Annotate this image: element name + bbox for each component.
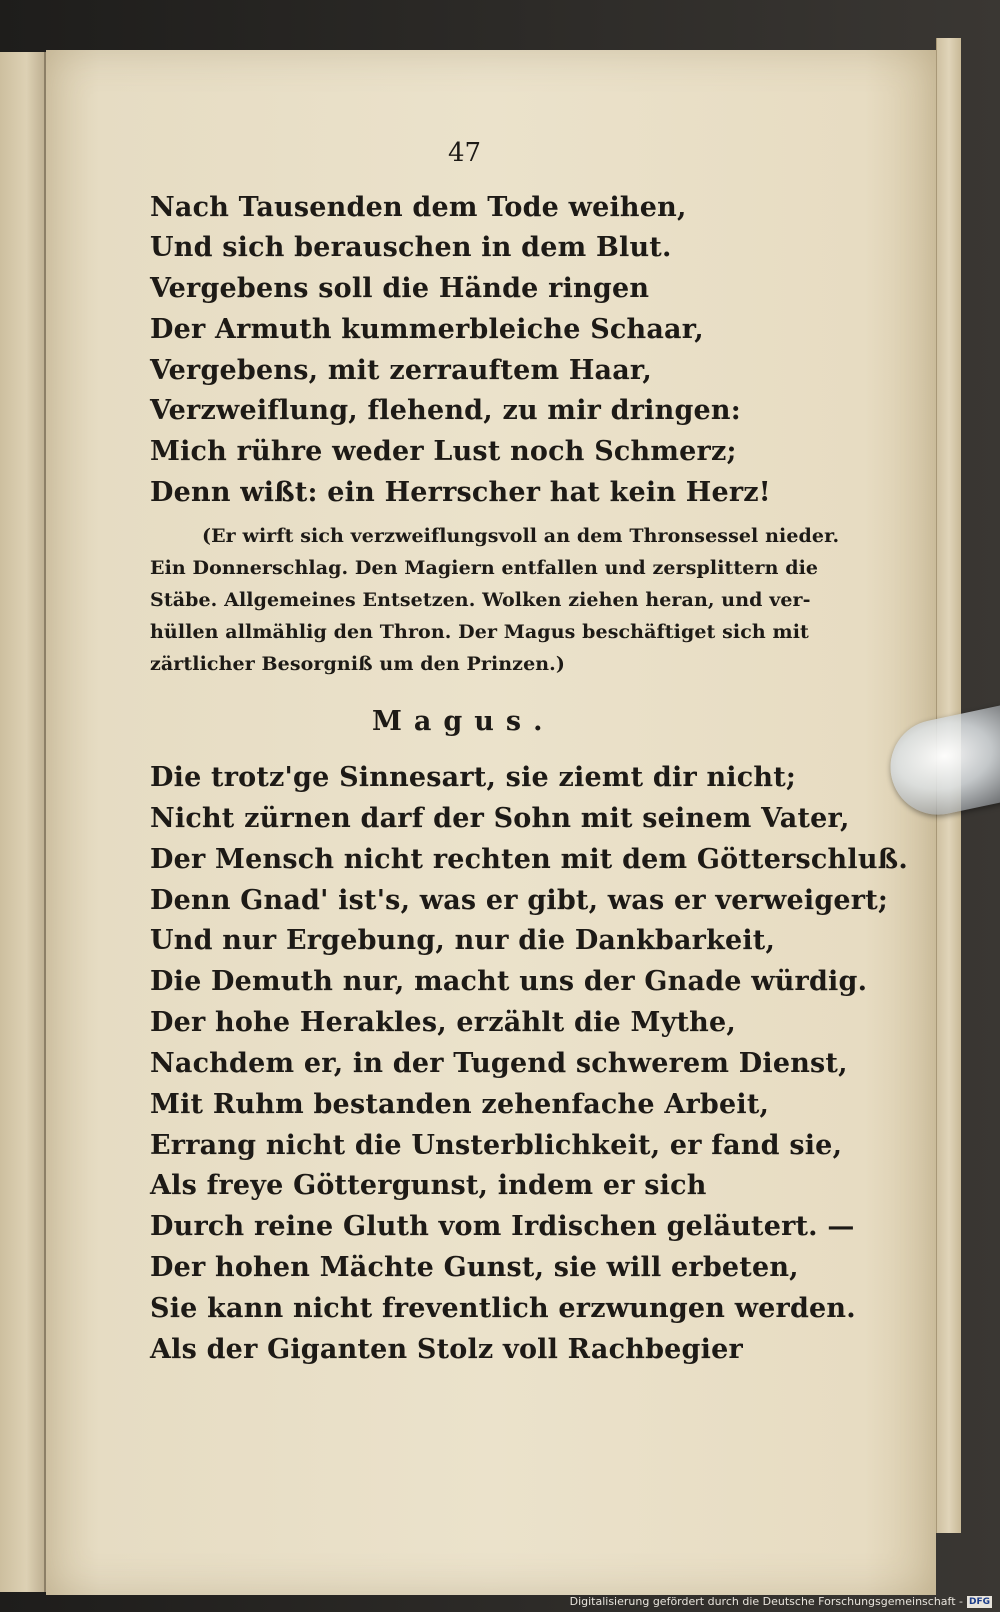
verse-line: Der Mensch nicht rechten mit dem Götterschluß. (150, 844, 908, 875)
verse-line: Der Armuth kummerbleiche Schaar, (150, 314, 704, 345)
footer-text: Digitalisierung gefördert durch die Deutsche Forschungsgemeinschaft - (569, 1595, 963, 1608)
verse-line: Und sich berauschen in dem Blut. (150, 232, 672, 263)
verse-line: Die Demuth nur, macht uns der Gnade würdig. (150, 966, 868, 997)
left-page-edge (0, 52, 46, 1592)
verse-line: Verzweiflung, flehend, zu mir dringen: (150, 395, 741, 426)
page-number: 47 (448, 138, 482, 168)
verse-line: Errang nicht die Unsterblichkeit, er fand sie, (150, 1130, 843, 1161)
verse-line: Nicht zürnen darf der Sohn mit seinem Vater, (150, 803, 850, 834)
verse-line: Nachdem er, in der Tugend schwerem Dienst, (150, 1048, 848, 1079)
verse-line: Denn Gnad' ist's, was er gibt, was er verweigert; (150, 885, 889, 916)
dfg-logo-icon: DFG (968, 1596, 990, 1607)
verse-line: Durch reine Gluth vom Irdischen geläutert. — (150, 1211, 855, 1242)
stage-line: Ein Donnerschlag. Den Magiern entfallen und zersplittern die (150, 557, 819, 579)
verse-line: Als freye Göttergunst, indem er sich (150, 1170, 707, 1201)
stage-line: zärtlicher Besorgniß um den Prinzen.) (150, 653, 565, 675)
verse-line: Der hohen Mächte Gunst, sie will erbeten, (150, 1252, 799, 1283)
verse-line: Nach Tausenden dem Tode weihen, (150, 192, 687, 223)
verse-line: Vergebens, mit zerrauftem Haar, (150, 355, 652, 386)
verse-line: Als der Giganten Stolz voll Rachbegier (150, 1334, 743, 1365)
speaker-name: Magus. (372, 706, 555, 737)
digitization-footer (570, 1595, 992, 1608)
verse-line: Die trotz'ge Sinnesart, sie ziemt dir nicht; (150, 762, 797, 793)
verse-line: Vergebens soll die Hände ringen (150, 273, 650, 304)
verse-line: Denn wißt: ein Herrscher hat kein Herz! (150, 477, 771, 508)
verse-line: Mich rühre weder Lust noch Schmerz; (150, 436, 737, 467)
verse-line: Der hohe Herakles, erzählt die Mythe, (150, 1007, 736, 1038)
stage-line: hüllen allmählig den Thron. Der Magus beschäftiget sich mit (150, 621, 809, 643)
verse-line: Mit Ruhm bestanden zehenfache Arbeit, (150, 1089, 770, 1120)
stage-line: (Er wirft sich verzweiflungsvoll an dem Thronsessel nieder. (202, 525, 840, 547)
verse-line: Sie kann nicht freventlich erzwungen werden. (150, 1293, 856, 1324)
verse-line: Und nur Ergebung, nur die Dankbarkeit, (150, 925, 776, 956)
stage-line: Stäbe. Allgemeines Entsetzen. Wolken ziehen heran, und ver- (150, 589, 811, 611)
